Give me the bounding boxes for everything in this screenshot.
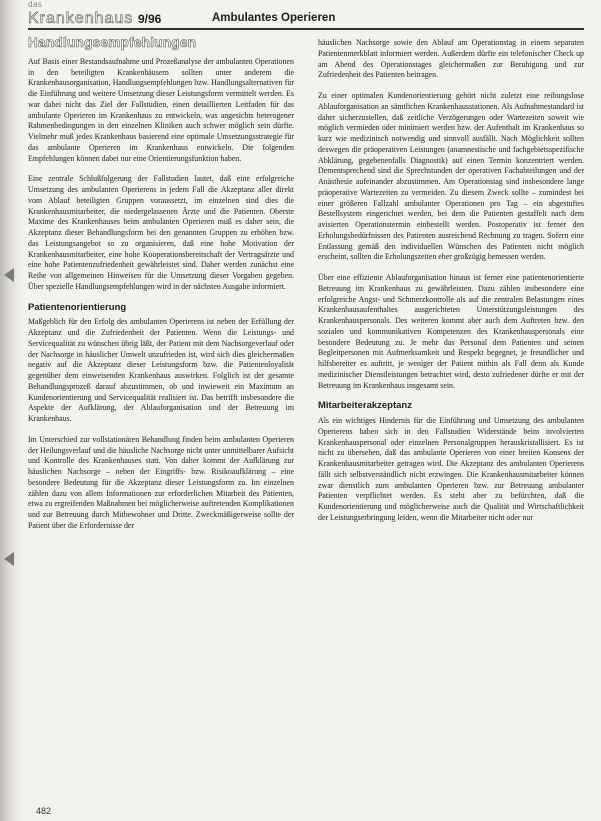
left-column — [28, 35, 294, 542]
section-heading: Handlungsempfehlungen — [28, 35, 197, 50]
page-number: 482 — [36, 806, 52, 816]
page-header — [28, 0, 584, 32]
issue-number: 9/96 — [138, 12, 162, 26]
subheading: Patientenorientierung — [28, 301, 127, 313]
paragraph: Über eine effiziente Ablauforganisation hinaus ist ferner eine patientenorientierte Betreuung im Krankenhaus zu gewährleisten. Dazu zählen insbesondere eine erfolgreiche Angst- und Schmerzkontrolle als auf die zentralen Belastungen eines Krankenhausaufenthaltes ausgerichteten Unterstützungsleistungen des Krankenhauspersonals. Des weiteren kommt aber auch dem Auftreten bzw. den sozialen und kommunikativen Kompetenzen des Krankenhauspersonals eine besondere Bedeutung zu. Je mehr das Personal dem Patienten und seinen Begleitpersonen mit Aufmerksamkeit und Respekt begegnet, je freundlicher und hilfsbereiter es auftritt, je weniger der Patient mithin als Fall denn als Kunde medizinischer Dienstleistungen betrachtet wird, desto zufriedener dürfte er mit der Betreuung im Krankenhaus insgesamt sein. — [318, 273, 584, 390]
punch-hole-marker — [4, 552, 16, 566]
punch-hole-marker — [4, 268, 16, 282]
paragraph: Als ein wichtiges Hindernis für die Einführung und Umsetzung des ambulanten Operierens haben sich in den Fallstudien Widerstände beim involvierten Krankenhauspersonal oder einzelnen Personalgruppen herauskristallisiert. Es ist nicht zu übersehen, daß das ambulante Operieren von einer breiten Konsens der Krankenhausmitarbeiter getragen wird. Die Akzeptanz des ambulanten Operierens fällt sich selbstverständlich nicht erzwingen. Die Krankenhausmitarbeiter können zwar dienstlich zum ambulanten Operieren bzw. zur Betreuung ambulanter Patienten verpflichtet werden. Es steht aber zu befürchten, daß die Kundenorientierung und möglicherweise auch die Qualität und Wirtschaftlichkeit der Leistungserbringung leiden, wenn die Mitarbeiter nicht oder nur — [318, 416, 584, 522]
logo-prefix: das — [28, 0, 43, 9]
header-rule — [28, 28, 584, 30]
paragraph: häuslichen Nachsorge sowie den Ablauf am Operationstag in einem separaten Patientenmerkblatt informiert werden. Außerdem dürfte ein telefonischer Check up am Abend des Operationstages gleichermaßen zur Beruhigung und zur Zufriedenheit des Patienten beitragen. — [318, 38, 584, 80]
paragraph: Eine zentrale Schlußfolgerung der Fallstudien lautet, daß eine erfolgreiche Umsetzung des ambulanten Operierens in jedem Fall die Akzeptanz aller direkt vom Ablauf beteiligten Gruppen voraussetzt, im einzelnen sind dies die Krankenhausmitarbeiter, die niedergelassenen Ärzte und die Patienten. Oberste Maxime des Krankenhauses beim ambulanten Operieren muß es daher sein, die Akzeptanz dieser Behandlungsform bei den genannten Gruppen zu erhöhen bzw. das Leistungsangebot so zu organisieren, daß eine hohe Motivation der Krankenhausmitarbeiter, eine hohe Kooperationsbereitschaft der Vertragsärzte und eine hohe Patientenzufriedenheit gewährleistet sind. Daher werden zunächst eine Reihe von allgemeinen Hinweisen für die Umsetzung dieser Vorgaben gegeben. Über spezielle Handlungsempfehlungen wird in der nächsten Ausgabe informiert. — [28, 174, 294, 291]
paragraph: Auf Basis einer Bestandsaufnahme und Prozeßanalyse der ambulanten Operationen in den beteiligten Krankenhäusern sollten unter anderem die Krankenhausorganisation, Handlungsempfehlungen bzw. Handlungsalternativen für die Einführung und weitere Umsetzung dieser Leistungsform vermittelt werden. Es war dabei nicht das Ziel der Fallstudien, einen detaillierten Leitfaden für das ambulante Operieren im Krankenhaus zu entwickeln, was angesichts heterogener Rahmenbedingungen in den einzelnen Kliniken auch schwer möglich sein dürfte. Vielmehr muß jedes Krankenhaus basierend eine optimale Umsetzungsstrategie für das ambulante Operieren im Krankenhaus entwickeln. Die folgenden Empfehlungen können dabei nur eine Orientierungsfunktion haben. — [28, 56, 294, 163]
subheading: Mitarbeiterakzeptanz — [318, 400, 412, 412]
binding-shadow — [0, 0, 22, 821]
section-title: Ambulantes Operieren — [212, 12, 336, 24]
journal-logo: Krankenhaus — [28, 10, 134, 27]
paragraph: Maßgeblich für den Erfolg des ambulanten Operierens ist neben der Erfüllung der Akzeptanz und die Zufriedenheit der Patienten. Wenn die Leistungs- und Servicequalität zu wünschen übrig läßt, der Patient mit dem Nachsorgeverlauf oder der Nachsorge in häuslicher Umwelt unzufrieden ist, wird sich dies gleichermaßen negativ auf die Akzeptanz dieser Leistungsform bzw. die Patientenloyalität gegenüber dem einweisenden Krankenhaus auswirken. Folglich ist der gesamte Behandlungsprozeß darauf abzustimmen, ob und inwieweit ein Maximum an Kundenorientierung und Servicequalität realisiert ist. Das betrifft insbesondere die Aspekte der Aufklärung, der Ablauforganisation und der Betreuung im Krankenhaus. — [28, 317, 294, 423]
paragraph: Im Unterschied zur vollstationären Behandlung finden beim ambulanten Operieren der Heilungsverlauf und die häusliche Nachsorge nicht unter unmittelbarer Aufsicht und Kontrolle des Krankenhauses statt. Von daher kommt der Aufklärung zur häuslichen Nachsorge – neben der Eingriffs- bzw. Risikoaufklärung – eine besondere Bedeutung für die Akzeptanz dieser Leistungsform zu. Im einzelnen zählen dazu von allem Informationen zur erforderlichen Mitarbeit des Patienten, etwa zu ergreifenden Maßnahmen bei möglicherweise auftretenden Komplikationen und zur Betreuung durch Mitbewohner und Dritte. Zweckmäßigerweise sollte der Patient über die Erfordernisse der — [28, 434, 294, 530]
right-column — [318, 38, 584, 534]
paragraph: Zu einer optimalen Kundenorientierung gehört nicht zuletzt eine reibungslose Ablauforganisation an sämtlichen Krankenhausstationen. Als Aufnahmestandard ist daher sicherzustellen, daß zeitliche Verzögerungen oder Wartezeiten soweit wie möglich vermieden oder minimiert werden bzw. der Aufenthalt im Krankenhaus so kurz wie medizinisch notwendig und sinnvoll ausfällt. Nach Möglichkeit sollten deswegen die präoperativen Leistungen (anamnestische und fachgebietsspezifische Abklärung, gegebenenfalls Diagnostik) auf einen Termin konzentriert werden. Dementsprechend sind die Sprechstunden der operativen Fachabteilungen und der Anästhesie aufeinander abzustimmen. Am Operationstag sind insbesondere lange präoperative Wartezeiten zu vermeiden. Zu diesem Zweck sollte – zumindest bei einer größeren Fallzahl ambulanter Operationen pro Tag – ein abgestuftes Bestellsystem eingerichtet werden, bei dem die Patienten gestaffelt nach dem avisierten Operationstermin einbestellt werden. Postoperativ ist ferner den Erholungsbedürfnissen des Patienten ausreichend Rechnung zu tragen. Sofern eine Entlassung gemäß den individuellen Wünschen des Patienten nicht möglich erscheint, sollten die Erholungszeiten eher großzügig bemessen werden. — [318, 91, 584, 262]
